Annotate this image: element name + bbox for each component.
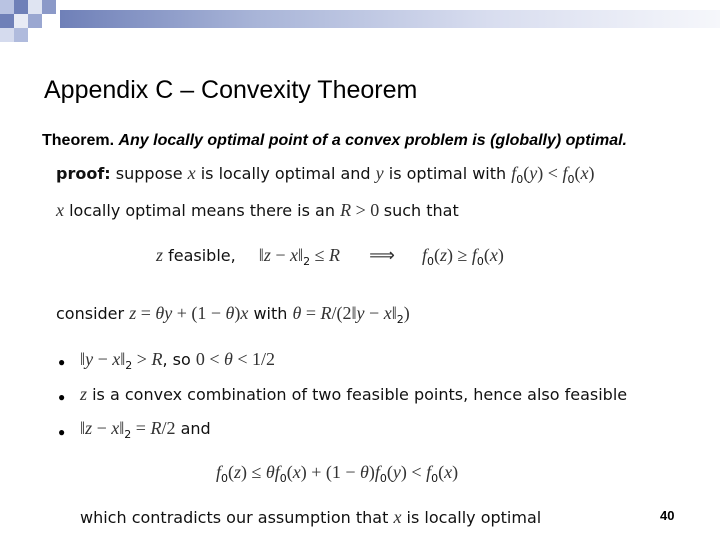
deco-square xyxy=(0,28,14,42)
theorem-label: Theorem. xyxy=(42,132,115,149)
bullet-item-3: ‖z − $x‖_2 = R/2$ and xyxy=(80,418,211,442)
conclusion-line: which contradicts our assumption that x is locally optimal xyxy=(80,507,542,527)
proof-line-3: z feasible, ‖z − $x‖_2 \le R$ ⟹ $f_0(z) \ge f_0(x)$ xyxy=(156,245,504,269)
convexity-inequality: $f_0(z) \le \theta f_0(x) + (1 - \theta)f_0(y) < f_0(x)$ xyxy=(216,462,459,486)
deco-square xyxy=(14,0,28,14)
deco-square xyxy=(0,14,14,28)
proof-line-2: x locally optimal means there is an R > 0 such that xyxy=(56,200,459,220)
deco-square xyxy=(14,14,28,28)
deco-square xyxy=(28,0,42,14)
deco-square xyxy=(28,14,42,28)
deco-square xyxy=(0,0,14,14)
header-gradient-bar xyxy=(60,10,720,28)
header-decoration xyxy=(0,0,720,48)
bullet-item-1: ‖y − $x‖_2 > R$, so 0 < θ < 1/2 xyxy=(80,349,275,373)
theorem-statement xyxy=(42,132,627,150)
bullet-dot: ● xyxy=(58,390,66,404)
theorem-text: Any locally optimal point of a convex problem is (globally) optimal. xyxy=(118,132,627,149)
bullet-item-2: z is a convex combination of two feasible points, hence also feasible xyxy=(80,384,628,404)
proof-label: proof: xyxy=(56,164,111,183)
page-number: 40 xyxy=(660,508,675,523)
bullet-dot: ● xyxy=(58,355,66,369)
slide-title: Appendix C – Convexity Theorem xyxy=(44,76,418,104)
proof-line-1: proof: suppose x is locally optimal and y is optimal with $f_0(y) < f_0(x)$ xyxy=(56,163,595,187)
deco-square xyxy=(42,0,56,14)
deco-square xyxy=(14,28,28,42)
bullet-dot: ● xyxy=(58,425,66,439)
proof-line-4: consider z = θy + (1 − θ)x with θ = R/(2‖y − $x‖_2$) xyxy=(56,303,410,327)
